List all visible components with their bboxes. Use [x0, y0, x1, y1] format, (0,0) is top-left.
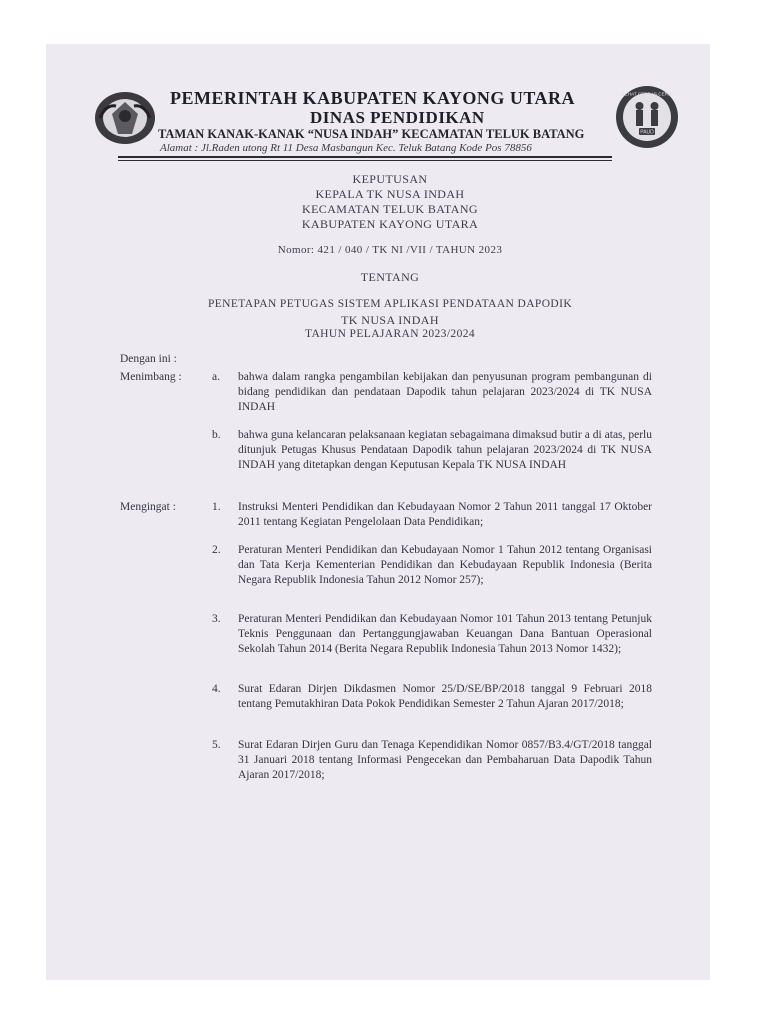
considering-item: bahwa dalam rangka pengambilan kebijakan dan penyusunan program pembangunan di bidang pendidikan dan pendataan Dapodik tahun pelajaran 2023/2024 di TK NUSA INDAH	[238, 371, 652, 413]
recalling-label: Mengingat :	[120, 501, 176, 513]
decree-regency: KABUPATEN KAYONG UTARA	[301, 217, 479, 231]
decree-subject-school: TK NUSA INDAH	[341, 313, 439, 327]
recalling-mark: 3.	[212, 613, 221, 625]
decree-about: TENTANG	[360, 270, 420, 284]
school-name: TAMAN KANAK-KANAK “NUSA INDAH” KECAMATAN TELUK BATANG	[158, 127, 585, 141]
considering-mark: b.	[212, 429, 221, 441]
regency-emblem-icon	[92, 84, 158, 150]
recalling-item: Instruksi Menteri Pendidikan dan Kebudayaan Nomor 2 Tahun 2011 tanggal 17 Oktober 2011 tentang Kegiatan Pengelolaan Data Pendidikan;	[238, 501, 652, 528]
considering-mark: a.	[212, 371, 220, 383]
considering-item: bahwa guna kelancaran pelaksanaan kegiatan sebagaimana dimaksud butir a di atas, perlu ditunjuk Petugas Khusus Pendataan Dapodik tahun pelajaran 2023/2024 di TK NUSA INDAH yang ditetapkan dengan Keputusan Kepala TK NUSA INDAH	[238, 429, 652, 471]
decree-subject-year: TAHUN PELAJARAN 2023/2024	[304, 328, 476, 340]
decree-issuer: KEPALA TK NUSA INDAH	[315, 187, 465, 201]
letterhead-rule-thin	[118, 160, 612, 161]
recalling-mark: 4.	[212, 683, 221, 695]
recalling-item: Surat Edaran Dirjen Dikdasmen Nomor 25/D/SE/BP/2018 tanggal 9 Februari 2018 tentang Pemutakhiran Data Pokok Pendidikan Semester 2 Tahun Ajaran 2017/2018;	[238, 683, 652, 710]
recalling-item: Peraturan Menteri Pendidikan dan Kebudayaan Nomor 101 Tahun 2013 tentang Petunjuk Teknis Penggunaan dan Pertanggungjawaban Keuangan Dana Bantuan Operasional Sekolah Tahun 2014 (Berita Negara Republik Indonesia Tahun 2013 Nomor 1432);	[238, 613, 652, 655]
decree-number: Nomor: 421 / 040 / TK NI /VII / TAHUN 2023	[277, 244, 503, 256]
recalling-mark: 1.	[212, 501, 221, 513]
school-address: Alamat : Jl.Raden utong Rt 11 Desa Masbangun Kec. Teluk Batang Kode Pos 78856	[160, 142, 532, 154]
department-name: DINAS PENDIDIKAN	[310, 108, 485, 127]
paud-motto: SEHAT CERDAS CERIA	[621, 91, 673, 97]
decree-subject: PENETAPAN PETUGAS SISTEM APLIKASI PENDATAAN DAPODIK	[207, 298, 573, 310]
considering-label: Menimbang :	[120, 371, 182, 383]
decree-title: KEPUTUSAN	[352, 172, 428, 186]
opening-line: Dengan ini :	[120, 353, 177, 365]
agency-name: PEMERINTAH KABUPATEN KAYONG UTARA	[170, 88, 576, 108]
letterhead-rule	[118, 156, 612, 158]
decree-district: KECAMATAN TELUK BATANG	[302, 202, 478, 216]
paud-label: PAUD	[640, 129, 654, 136]
paud-emblem-icon	[614, 84, 680, 150]
recalling-item: Peraturan Menteri Pendidikan dan Kebudayaan Nomor 1 Tahun 2012 tentang Organisasi dan Tata Kerja Kementerian Pendidikan dan Kebudayaan Republik Indonesia (Berita Negara Republik Indonesia Tahun 2012 Nomor 257);	[238, 544, 652, 586]
recalling-mark: 2.	[212, 544, 221, 556]
recalling-item: Surat Edaran Dirjen Guru dan Tenaga Kependidikan Nomor 0857/B3.4/GT/2018 tanggal 31 Januari 2018 tentang Informasi Pengecekan dan Pembaharuan Data Dapodik Tahun Ajaran 2017/2018;	[238, 739, 652, 781]
recalling-mark: 5.	[212, 739, 221, 751]
